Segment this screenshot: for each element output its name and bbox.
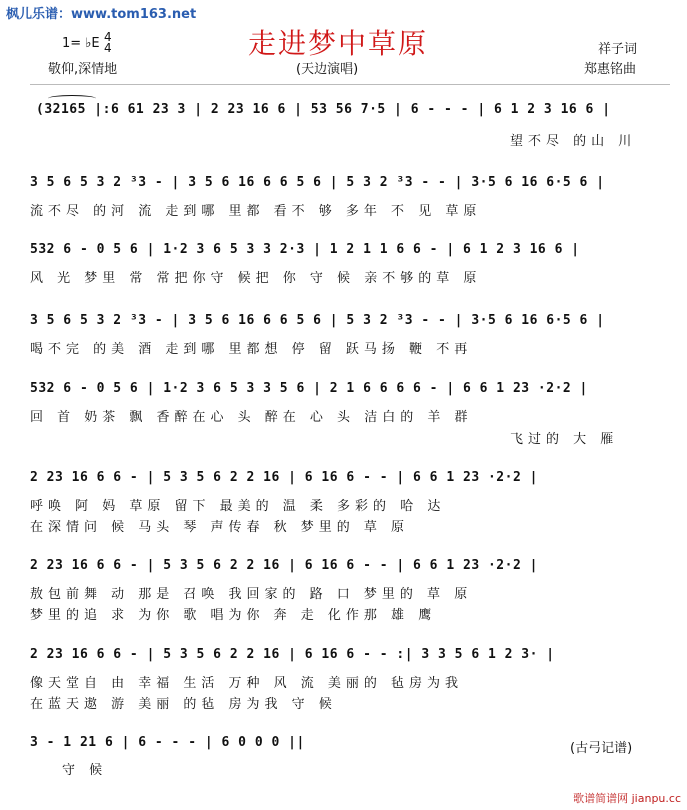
lyric-line-7a: 敖包前舞 动 那是 召唤 我回家的 路 口 梦里的 草 原 bbox=[30, 587, 473, 602]
time-signature-top: 4 bbox=[104, 30, 112, 44]
lyric-line-8a: 像天堂自 由 幸福 生活 万种 风 流 美丽的 毡房为我 bbox=[30, 676, 464, 691]
notation-line-6: 2 23 16 6 6 - | 5 3 5 6 2 2 16 | 6 16 6 - - | 6 6 1 23 ·2·2 | bbox=[30, 470, 538, 485]
header-divider bbox=[30, 84, 670, 85]
lyric-line-6a: 呼唤 阿 妈 草原 留下 最美的 温 柔 多彩的 哈 达 bbox=[30, 499, 446, 514]
composer-credit: 郑惠铭曲 bbox=[584, 62, 637, 77]
time-signature-bottom: 4 bbox=[104, 41, 112, 55]
lyric-line-5a: 回 首 奶茶 飘 香醉在心 头 醉在 心 头 洁白的 羊 群 bbox=[30, 410, 473, 425]
key-signature: 1= ♭E bbox=[62, 36, 100, 51]
lyric-line-5b: 飞过的 大 雁 bbox=[510, 432, 619, 447]
notation-line-8: 2 23 16 6 6 - | 5 3 5 6 2 2 16 | 6 16 6 - - :| 3 3 5 6 1 2 3· | bbox=[30, 647, 555, 662]
lyric-line-7b: 梦里的追 求 为你 歌 唱为你 奔 走 化作那 雄 鹰 bbox=[30, 608, 437, 623]
lyric-line-2a: 流不尽 的河 流 走到哪 里都 看不 够 多年 不 见 草原 bbox=[30, 204, 482, 219]
notation-line-1: (32165 |:6 61 23 3 | 2 23 16 6 | 53 56 7·5 | 6 - - - | 6 1 2 3 16 6 | bbox=[36, 102, 611, 117]
singer-credit: (天边演唱) bbox=[296, 62, 359, 77]
slur bbox=[48, 95, 96, 102]
time-signature bbox=[104, 32, 112, 54]
notation-line-3: 532 6 - 0 5 6 | 1·2 3 6 5 3 3 2·3 | 1 2 1 1 6 6 - | 6 1 2 3 16 6 | bbox=[30, 242, 580, 257]
lyric-line-6b: 在深情问 候 马头 琴 声传春 秋 梦里的 草 原 bbox=[30, 520, 410, 535]
site-header: 枫儿乐谱：www.tom163.net bbox=[6, 7, 197, 22]
lyric-line-3a: 风 光 梦里 常 常把你守 候把 你 守 候 亲不够的草 原 bbox=[30, 271, 482, 286]
expression-marking: 敬仰,深情地 bbox=[48, 62, 118, 77]
lyric-line-1a: 望不尽 的山 川 bbox=[510, 134, 637, 149]
notation-line-5: 532 6 - 0 5 6 | 1·2 3 6 5 3 3 5 6 | 2 1 6 6 6 6 - | 6 6 1 23 ·2·2 | bbox=[30, 381, 588, 396]
lyricist-credit: 祥子词 bbox=[598, 42, 638, 57]
lyric-line-4a: 喝不完 的美 酒 走到哪 里都想 停 留 跃马扬 鞭 不再 bbox=[30, 342, 473, 357]
notation-line-4: 3 5 6 5 3 2 ³3 - | 3 5 6 16 6 6 5 6 | 5 3 2 ³3 - - | 3·5 6 16 6·5 6 | bbox=[30, 313, 605, 328]
notation-line-7: 2 23 16 6 6 - | 5 3 5 6 2 2 16 | 6 16 6 - - | 6 6 1 23 ·2·2 | bbox=[30, 558, 538, 573]
song-title: 走进梦中草原 bbox=[248, 27, 429, 60]
lyric-line-9a: 守 候 bbox=[62, 763, 108, 778]
watermark: 歌谱简谱网 jianpu.cc bbox=[573, 792, 681, 805]
notation-line-2: 3 5 6 5 3 2 ³3 - | 3 5 6 16 6 6 5 6 | 5 3 2 ³3 - - | 3·5 6 16 6·5 6 | bbox=[30, 175, 605, 190]
notation-line-9: 3 - 1 21 6 | 6 - - - | 6 0 0 0 || bbox=[30, 735, 305, 750]
transcriber-credit: (古弓记谱) bbox=[570, 741, 633, 756]
lyric-line-8b: 在蓝天遨 游 美丽 的毡 房为我 守 候 bbox=[30, 697, 337, 712]
